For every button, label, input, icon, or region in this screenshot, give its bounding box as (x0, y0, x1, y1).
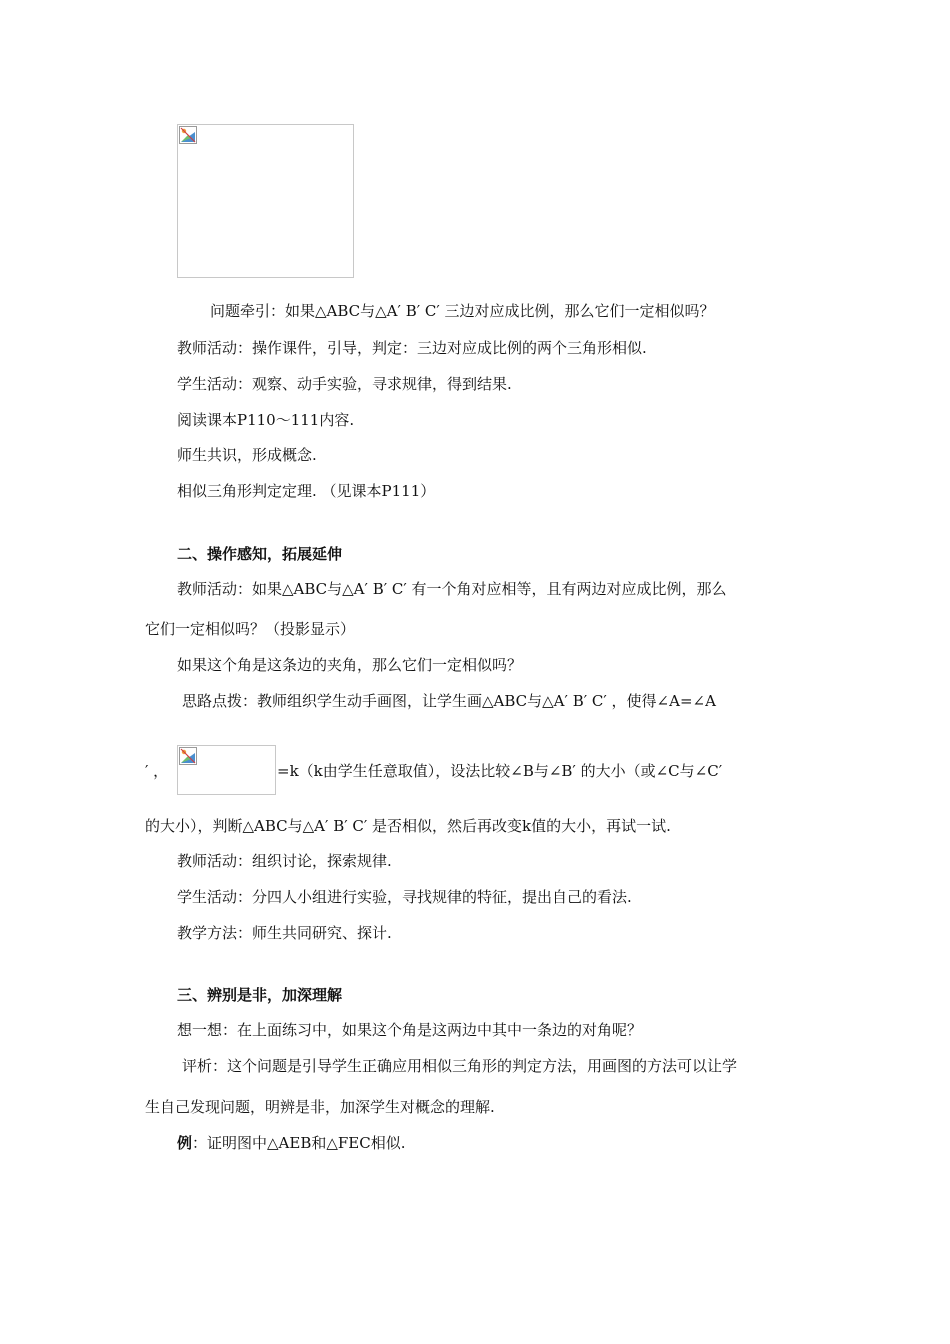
paragraph-think: 想一想：在上面练习中，如果这个角是这两边中其中一条边的对角呢？ (177, 1021, 643, 1039)
paragraph-analysis-b: 生自己发现问题，明辨是非，加深学生对概念的理解. (145, 1098, 495, 1116)
paragraph-teacher-activity-2b: 它们一定相似吗？（投影显示） (145, 620, 356, 638)
example-label: 例 (177, 1134, 193, 1152)
paragraph-student-activity-1: 学生活动：观察、动手实验，寻求规律，得到结果. (177, 375, 512, 393)
paragraph-theorem: 相似三角形判定定理. （见课本P111） (177, 482, 436, 500)
paragraph-reading: 阅读课本P110～111内容. (177, 411, 355, 429)
paragraph-question: 问题牵引：如果△ABC与△A′ B′ C′ 三边对应成比例，那么它们一定相似吗？ (210, 302, 715, 320)
paragraph-example (177, 1133, 406, 1153)
broken-image-icon (179, 126, 197, 144)
paragraph-included-angle: 如果这个角是这条边的夹角，那么它们一定相似吗？ (177, 656, 523, 674)
paragraph-hint-a: 思路点拨：教师组织学生动手画图，让学生画△ABC与△A′ B′ C′ ，使得∠A=∠A (182, 692, 716, 710)
paragraph-consensus: 师生共识，形成概念. (177, 446, 317, 464)
paragraph-hint-b-post: =k（k由学生任意取值），设法比较∠B与∠B′ 的大小（或∠C与∠C′ (277, 762, 723, 780)
formula-image-placeholder (177, 745, 276, 795)
section-heading-2: 二、操作感知，拓展延伸 (177, 545, 343, 563)
paragraph-student-activity-2: 学生活动：分四人小组进行实验，寻找规律的特征，提出自己的看法. (177, 888, 632, 906)
paragraph-teacher-activity-1: 教师活动：操作课件，引导，判定：三边对应成比例的两个三角形相似. (177, 339, 647, 357)
paragraph-teacher-activity-2a: 教师活动：如果△ABC与△A′ B′ C′ 有一个角对应相等，且有两边对应成比例，那么 (177, 580, 727, 598)
section-heading-3: 三、辨别是非，加深理解 (177, 986, 343, 1004)
paragraph-hint-c: 的大小），判断△ABC与△A′ B′ C′ 是否相似，然后再改变k值的大小，再试一试. (145, 817, 671, 835)
paragraph-teacher-activity-3: 教师活动：组织讨论，探索规律. (177, 852, 392, 870)
figure-image-placeholder (177, 124, 354, 278)
paragraph-teaching-method: 教学方法：师生共同研究、探计. (177, 924, 392, 942)
paragraph-hint-b-pre: ′ ， (145, 762, 169, 780)
broken-image-icon (179, 747, 197, 765)
example-text: ：证明图中△AEB和△FEC相似. (192, 1134, 406, 1152)
paragraph-analysis-a: 评析：这个问题是引导学生正确应用相似三角形的判定方法，用画图的方法可以让学 (182, 1057, 738, 1075)
